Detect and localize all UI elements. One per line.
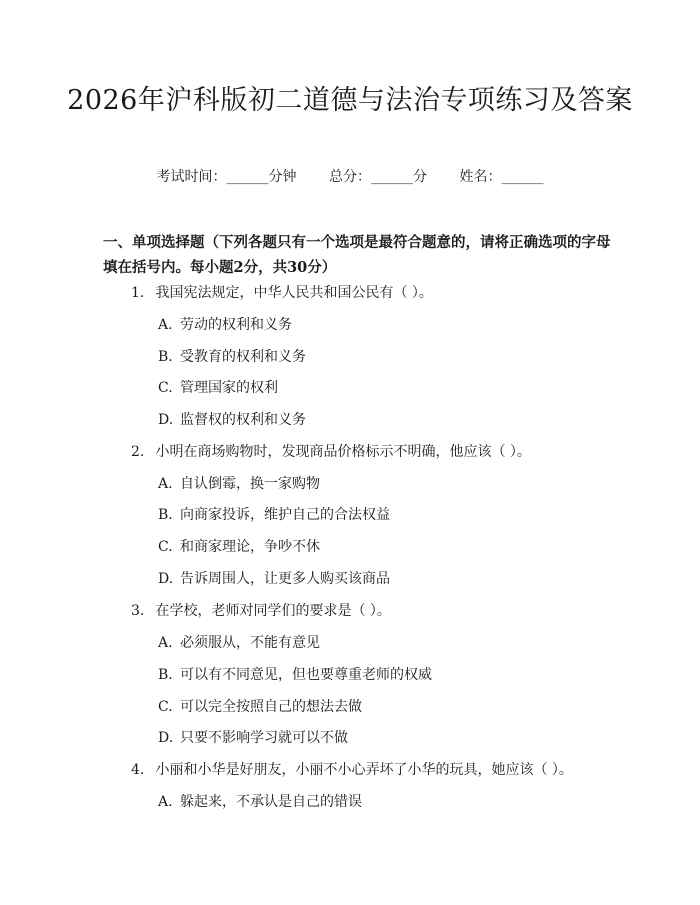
- option-item: [158, 504, 390, 524]
- question-number: 4.: [131, 762, 145, 778]
- option-text: 必须服从，不能有意见: [180, 635, 320, 651]
- option-item: [158, 568, 390, 588]
- option-text: 可以完全按照自己的想法去做: [180, 699, 362, 715]
- question-text: 小丽和小华是好朋友，小丽不小心弄坏了小华的玩具，她应该（ ）。: [155, 762, 573, 778]
- question-number: 1.: [131, 285, 145, 301]
- total-score-field: 总分：______分: [329, 169, 427, 185]
- option-item: [158, 346, 306, 366]
- question-text: 我国宪法规定，中华人民共和国公民有（ ）。: [155, 285, 433, 301]
- option-text: 和商家理论，争吵不休: [180, 539, 320, 555]
- option-text: 受教育的权利和义务: [180, 349, 306, 365]
- option-letter: C.: [158, 699, 173, 715]
- option-item: [158, 536, 320, 556]
- question-number: 2.: [131, 444, 145, 460]
- question-2: [131, 441, 531, 461]
- option-item: [158, 664, 432, 684]
- option-letter: A.: [158, 476, 173, 492]
- option-letter: C.: [158, 539, 173, 555]
- option-letter: B.: [158, 667, 173, 683]
- option-text: 监督权的权利和义务: [180, 412, 306, 428]
- question-3: [131, 600, 391, 620]
- option-item: [158, 377, 278, 397]
- question-text: 小明在商场购物时，发现商品价格标示不明确，他应该（ ）。: [155, 444, 531, 460]
- option-item: [158, 791, 362, 811]
- section-heading: 一、单项选择题（下列各题只有一个选项是最符合题意的，请将正确选项的字母填在括号内。每小题2分，共30分）: [103, 234, 611, 276]
- question-1: [131, 282, 433, 302]
- option-letter: A.: [158, 317, 173, 333]
- option-letter: D.: [158, 730, 174, 746]
- option-item: [158, 314, 292, 334]
- option-item: [158, 473, 320, 493]
- option-letter: D.: [158, 571, 174, 587]
- option-letter: A.: [158, 635, 173, 651]
- option-letter: C.: [158, 380, 173, 396]
- option-letter: B.: [158, 507, 173, 523]
- exam-meta: [0, 166, 700, 186]
- question-4: [131, 759, 573, 779]
- option-text: 劳动的权利和义务: [180, 317, 292, 333]
- document-title: 2026年沪科版初二道德与法治专项练习及答案: [67, 85, 633, 116]
- option-text: 自认倒霉，换一家购物: [180, 476, 320, 492]
- student-name-field: 姓名：______: [459, 169, 544, 185]
- option-letter: B.: [158, 349, 173, 365]
- option-item: [158, 696, 362, 716]
- option-text: 可以有不同意见，但也要尊重老师的权威: [180, 667, 432, 683]
- question-text: 在学校，老师对同学们的要求是（ ）。: [155, 603, 391, 619]
- question-number: 3.: [131, 603, 145, 619]
- option-text: 告诉周围人，让更多人购买该商品: [180, 571, 390, 587]
- exam-time-field: 考试时间：______分钟: [156, 169, 297, 185]
- option-item: [158, 632, 320, 652]
- option-text: 躲起来，不承认是自己的错误: [180, 794, 362, 810]
- option-text: 管理国家的权利: [180, 380, 278, 396]
- option-letter: D.: [158, 412, 174, 428]
- option-text: 只要不影响学习就可以不做: [180, 730, 348, 746]
- option-item: [158, 409, 306, 429]
- option-letter: A.: [158, 794, 173, 810]
- option-item: [158, 727, 348, 747]
- option-text: 向商家投诉，维护自己的合法权益: [180, 507, 390, 523]
